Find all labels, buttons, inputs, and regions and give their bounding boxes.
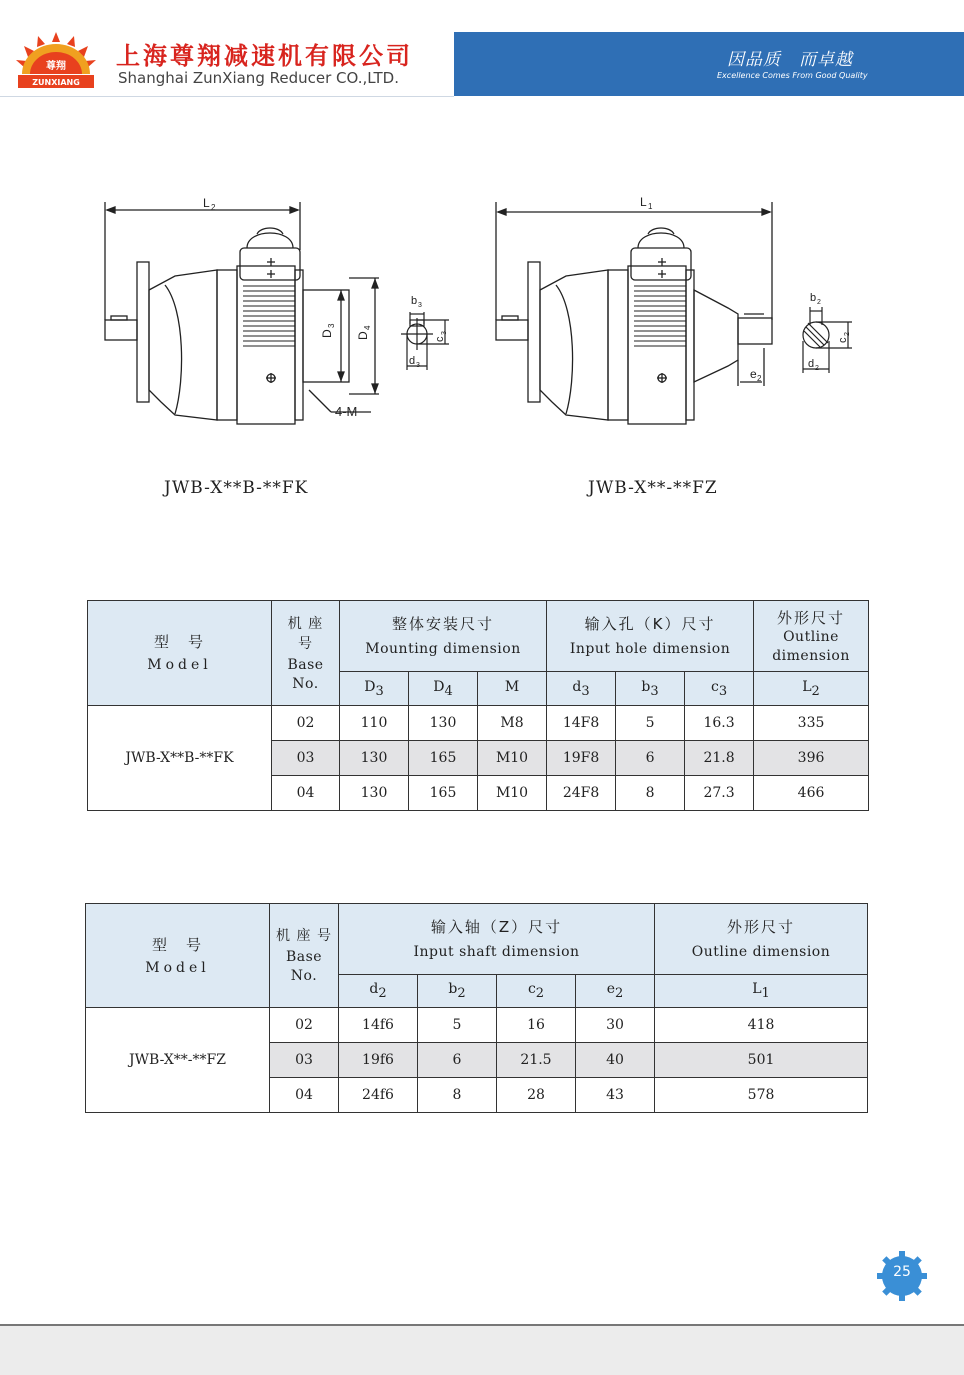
page-header <box>0 0 964 98</box>
value-cell: 5 <box>418 1008 497 1043</box>
figure-caption-fk: JWB-X**B-**FK <box>164 478 309 498</box>
col-d3-hole: $d_3$ <box>547 672 616 706</box>
value-cell: 165 <box>409 741 478 776</box>
value-cell: 14F8 <box>547 706 616 741</box>
value-cell: 130 <box>340 776 409 811</box>
dim-label-d4-sub: 4 <box>363 325 372 330</box>
dim-label-b3-sub: 3 <box>418 302 422 309</box>
value-cell: 40 <box>576 1043 655 1078</box>
col-m: M <box>478 672 547 706</box>
base-cell: 02 <box>270 1008 339 1043</box>
header-base: 机 座 号 Base No. <box>272 601 340 706</box>
col-d2: $d_2$ <box>339 975 418 1008</box>
page-number: 25 <box>893 1264 911 1280</box>
dim-label-d3-small-sub: 3 <box>416 362 420 369</box>
shaft-section-fz <box>790 285 860 380</box>
fk-dimension-table <box>87 600 869 811</box>
header-input-hole: 输入孔（K）尺寸 Input hole dimension <box>547 601 754 672</box>
value-cell: 6 <box>616 741 685 776</box>
value-cell: 8 <box>418 1078 497 1113</box>
slogan-band <box>454 32 964 96</box>
value-cell: 21.8 <box>685 741 754 776</box>
dim-label-b2: b <box>810 292 817 304</box>
header-model: 型 号 Model <box>86 904 270 1008</box>
base-cell: 02 <box>272 706 340 741</box>
dim-label-d2-sub: 2 <box>815 365 819 372</box>
value-cell: 8 <box>616 776 685 811</box>
table-row <box>88 706 869 741</box>
col-l1: $L_1$ <box>655 975 868 1008</box>
col-d3: $D_3$ <box>340 672 409 706</box>
value-cell: 19f6 <box>339 1043 418 1078</box>
col-l2: $L_2$ <box>754 672 869 706</box>
value-cell: 130 <box>409 706 478 741</box>
figure-caption-fz: JWB-X**-**FZ <box>588 478 718 498</box>
dim-label-l-sub: 2 <box>211 203 216 212</box>
value-cell: 28 <box>497 1078 576 1113</box>
base-cell: 03 <box>270 1043 339 1078</box>
dim-label-b2-sub: 2 <box>817 299 821 306</box>
logo-en-text: ZUNXIANG <box>32 78 80 87</box>
model-cell: JWB-X**B-**FK <box>88 706 272 811</box>
value-cell: M10 <box>478 776 547 811</box>
value-cell: 6 <box>418 1043 497 1078</box>
company-name-en: Shanghai ZunXiang Reducer CO.,LTD. <box>118 69 400 87</box>
value-cell: 130 <box>340 741 409 776</box>
value-cell: 578 <box>655 1078 868 1113</box>
hole-section-fk <box>395 290 465 380</box>
value-cell: 110 <box>340 706 409 741</box>
value-cell: 19F8 <box>547 741 616 776</box>
col-e2: $e_2$ <box>576 975 655 1008</box>
dim-label-c2: c <box>837 337 849 343</box>
dim-label-d3-small: d <box>409 355 416 367</box>
header-mounting: 整体安装尺寸 Mounting dimension <box>340 601 547 672</box>
dim-label-b3: b <box>411 295 418 307</box>
value-cell: 30 <box>576 1008 655 1043</box>
dim-label-e2: e <box>750 367 757 381</box>
dim-label-c3: c <box>434 336 446 342</box>
col-b2: $b_2$ <box>418 975 497 1008</box>
header-outline: 外形尺寸 Outline dimension <box>754 601 869 672</box>
company-logo <box>8 30 104 90</box>
dim-label-c3-sub: 3 <box>441 331 448 335</box>
col-c2: $c_2$ <box>497 975 576 1008</box>
col-b3: $b_3$ <box>616 672 685 706</box>
header-outline: 外形尺寸 Outline dimension <box>655 904 868 975</box>
col-d4: $D_4$ <box>409 672 478 706</box>
dim-label-d3-sub: 3 <box>327 323 336 328</box>
value-cell: 27.3 <box>685 776 754 811</box>
value-cell: 165 <box>409 776 478 811</box>
base-cell: 04 <box>270 1078 339 1113</box>
value-cell: M10 <box>478 741 547 776</box>
dim-label-l1-sub: 1 <box>648 202 653 211</box>
slogan-cn: 因品质 而卓越 <box>727 50 853 70</box>
base-cell: 04 <box>272 776 340 811</box>
company-name-cn: 上海尊翔减速机有限公司 <box>116 42 413 70</box>
dim-label-e2-sub: 2 <box>757 374 762 383</box>
value-cell: 418 <box>655 1008 868 1043</box>
dim-label-d2: d <box>808 358 815 370</box>
value-cell: 43 <box>576 1078 655 1113</box>
footer-band <box>0 1326 964 1375</box>
value-cell: 396 <box>754 741 869 776</box>
value-cell: 14f6 <box>339 1008 418 1043</box>
dim-label-d3: D <box>320 329 334 338</box>
value-cell: 501 <box>655 1043 868 1078</box>
reducer-fk-drawing <box>95 190 385 440</box>
base-cell: 03 <box>272 741 340 776</box>
header-base: 机 座 号 Base No. <box>270 904 339 1008</box>
dim-label-l1: L <box>640 195 647 209</box>
dim-label-l: L <box>203 196 210 210</box>
reducer-fz-drawing <box>488 190 784 440</box>
fz-dimension-table <box>85 903 868 1113</box>
value-cell: 16.3 <box>685 706 754 741</box>
dim-label-4m: 4-M <box>335 404 358 419</box>
value-cell: M8 <box>478 706 547 741</box>
logo-cn-text: 尊翔 <box>46 61 66 72</box>
value-cell: 24f6 <box>339 1078 418 1113</box>
dim-label-c2-sub: 2 <box>844 332 851 336</box>
table-row <box>86 1008 868 1043</box>
value-cell: 21.5 <box>497 1043 576 1078</box>
slogan-en: Excellence Comes From Good Quality <box>717 71 868 80</box>
value-cell: 16 <box>497 1008 576 1043</box>
value-cell: 335 <box>754 706 869 741</box>
col-c3: $c_3$ <box>685 672 754 706</box>
dim-label-d4: D <box>356 331 370 340</box>
header-input-shaft: 输入轴（Z）尺寸 Input shaft dimension <box>339 904 655 975</box>
value-cell: 5 <box>616 706 685 741</box>
header-divider <box>0 96 454 97</box>
value-cell: 24F8 <box>547 776 616 811</box>
value-cell: 466 <box>754 776 869 811</box>
model-cell: JWB-X**-**FZ <box>86 1008 270 1113</box>
header-model: 型 号 Model <box>88 601 272 706</box>
